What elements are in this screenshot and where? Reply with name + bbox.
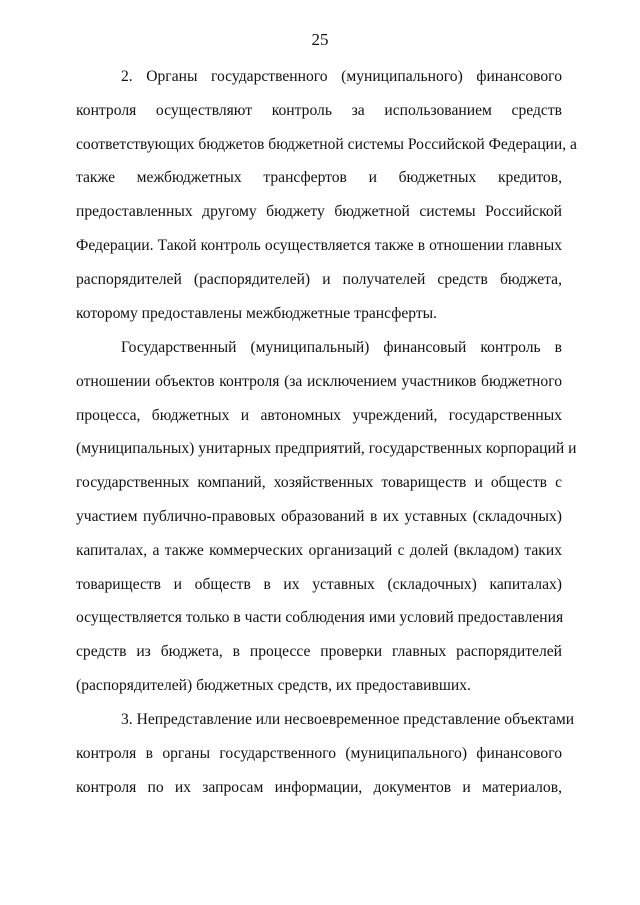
text-line: также межбюджетных трансфертов и бюджетных кредитов, — [76, 169, 562, 187]
text-line: государственных компаний, хозяйственных товариществ и обществ с — [76, 474, 562, 492]
text-line: процесса, бюджетных и автономных учреждений, государственных — [76, 406, 562, 424]
text-line: которому предоставлены межбюджетные трансферты. — [76, 304, 438, 322]
text-line: (распорядителей) бюджетных средств, их предоставивших. — [76, 676, 471, 694]
paragraph-3-non-submission — [76, 703, 575, 804]
text-line: отношении объектов контроля (за исключением участников бюджетного — [76, 372, 562, 390]
text-line: капиталах, а также коммерческих организаций с долей (вкладом) таких — [76, 541, 562, 559]
text-line: (муниципальных) унитарных предприятий, государственных корпораций и — [76, 440, 577, 458]
text-line: контроля в органы государственного (муниципального) финансового — [76, 744, 562, 762]
text-line: соответствующих бюджетов бюджетной системы Российской Федерации, а — [76, 135, 577, 153]
page-number: 25 — [311, 30, 329, 49]
paragraph-2-control-bodies — [76, 60, 577, 330]
text-line: участием публично-правовых образований в их уставных (складочных) — [76, 507, 562, 525]
text-line: средств из бюджета, в процессе проверки главных распорядителей — [76, 643, 562, 661]
paragraph-financial-control-objects — [76, 331, 577, 703]
text-line: распорядителей (распорядителей) и получателей средств бюджета, — [76, 270, 562, 288]
text-line: Федерации. Такой контроль осуществляется также в отношении главных — [76, 236, 562, 254]
text-line: осуществляется только в части соблюдения ими условий предоставления — [76, 609, 564, 627]
text-line: контроля осуществляют контроль за использованием средств — [76, 101, 562, 119]
text-line: 2. Органы государственного (муниципального) финансового — [121, 68, 562, 85]
text-line: Государственный (муниципальный) финансовый контроль в — [121, 339, 562, 356]
text-line: товариществ и обществ в их уставных (складочных) капиталах) — [76, 575, 562, 593]
text-line: контроля по их запросам информации, документов и материалов, — [76, 778, 562, 796]
text-line: предоставленных другому бюджету бюджетной системы Российской — [76, 203, 562, 221]
text-line: 3. Непредставление или несвоевременное представление объектами — [121, 711, 575, 728]
